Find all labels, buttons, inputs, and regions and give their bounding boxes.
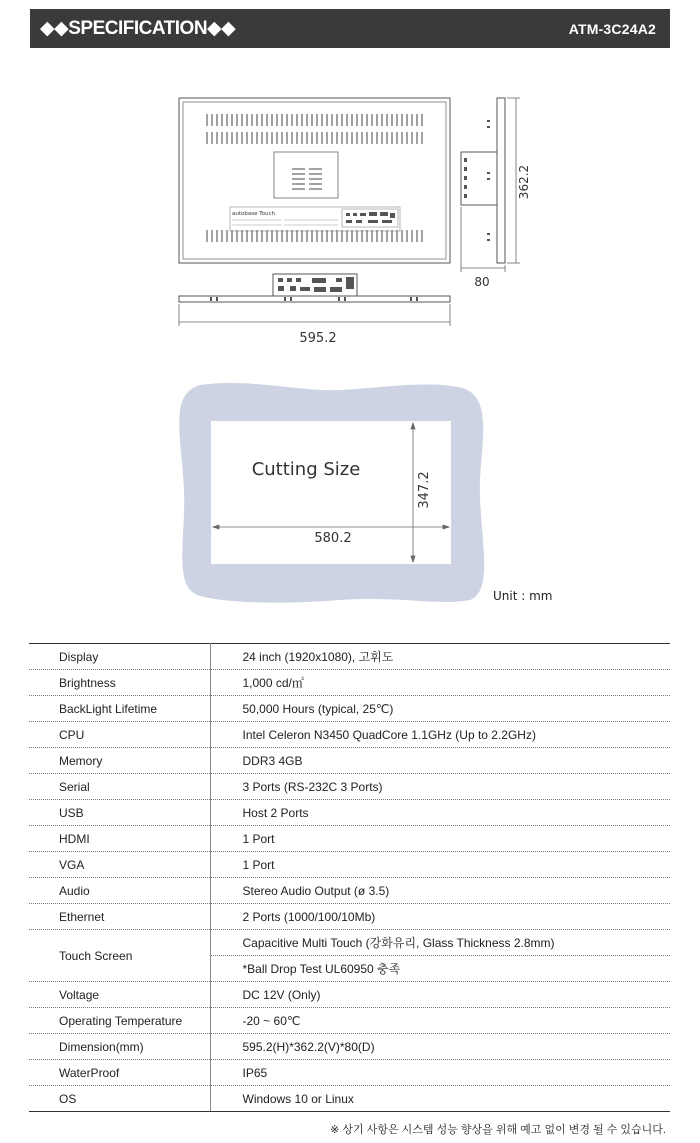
spec-value: DC 12V (Only) <box>210 982 670 1008</box>
bottom-view-slots <box>210 297 418 301</box>
spec-value: IP65 <box>210 1060 670 1086</box>
vent-row-middle <box>207 132 422 144</box>
vent-row-top <box>207 114 422 126</box>
spec-row <box>29 878 670 904</box>
rear-io-panel <box>342 209 398 227</box>
spec-row <box>29 1060 670 1086</box>
spec-row <box>29 852 670 878</box>
spec-value: Windows 10 or Linux <box>210 1086 670 1112</box>
footnote: ※ 상기 사항은 시스템 성능 향상을 위해 예고 없이 변경 될 수 있습니다. <box>330 1124 666 1136</box>
side-view-panel <box>497 98 505 263</box>
spec-label: USB <box>29 800 210 826</box>
depth-dimension-label: 80 <box>474 275 490 289</box>
spec-label: Ethernet <box>29 904 210 930</box>
width-dimension <box>179 304 450 326</box>
spec-value: 1,000 cd/㎡ <box>210 670 670 696</box>
vent-row-bottom <box>207 230 422 242</box>
spec-value: 595.2(H)*362.2(V)*80(D) <box>210 1034 670 1060</box>
spec-label: Serial <box>29 774 210 800</box>
center-plate <box>274 152 338 198</box>
spec-label: Dimension(mm) <box>29 1034 210 1060</box>
spec-value: 3 Ports (RS-232C 3 Ports) <box>210 774 670 800</box>
spec-value: Stereo Audio Output (ø 3.5) <box>210 878 670 904</box>
spec-label: Voltage <box>29 982 210 1008</box>
spec-row <box>29 644 670 670</box>
spec-value: 24 inch (1920x1080), 고휘도 <box>210 644 670 670</box>
brand-label: autobase Touch <box>232 211 276 217</box>
spec-value: 1 Port <box>210 852 670 878</box>
spec-row <box>29 982 670 1008</box>
cutting-width-label: 580.2 <box>314 531 352 546</box>
spec-row <box>29 748 670 774</box>
spec-value: 50,000 Hours (typical, 25℃) <box>210 696 670 722</box>
model-number: ATM-3C24A2 <box>568 20 656 37</box>
spec-value: -20 ~ 60℃ <box>210 1008 670 1034</box>
spec-row <box>29 1086 670 1112</box>
spec-value: Capacitive Multi Touch (강화유리, Glass Thickness 2.8mm) <box>210 930 670 956</box>
spec-label: BackLight Lifetime <box>29 696 210 722</box>
spec-value: Host 2 Ports <box>210 800 670 826</box>
spec-label: Memory <box>29 748 210 774</box>
label-text-lines <box>232 220 338 225</box>
depth-dimension <box>461 207 505 272</box>
bottom-view-panel <box>179 296 450 302</box>
spec-label: WaterProof <box>29 1060 210 1086</box>
spec-label: OS <box>29 1086 210 1112</box>
width-dimension-label: 595.2 <box>299 331 337 346</box>
page-title: ◆◆SPECIFICATION◆◆ <box>40 18 236 39</box>
center-plate-vents <box>292 169 322 189</box>
spec-label: HDMI <box>29 826 210 852</box>
rear-io-ports <box>346 212 395 223</box>
spec-row <box>29 1034 670 1060</box>
rear-view-outer <box>179 98 450 263</box>
bottom-io-ports <box>278 277 354 292</box>
spec-row <box>29 722 670 748</box>
spec-value: Intel Celeron N3450 QuadCore 1.1GHz (Up to 2.2GHz) <box>210 722 670 748</box>
height-dimension-label: 362.2 <box>517 164 531 200</box>
spec-label: Audio <box>29 878 210 904</box>
spec-value: DDR3 4GB <box>210 748 670 774</box>
spec-row <box>29 930 670 956</box>
spec-row <box>29 826 670 852</box>
cutting-height-label: 347.2 <box>417 471 432 509</box>
side-view-slots <box>464 120 490 241</box>
spec-label: CPU <box>29 722 210 748</box>
spec-row <box>29 800 670 826</box>
spec-value: 1 Port <box>210 826 670 852</box>
unit-label: Unit : mm <box>493 589 553 603</box>
spec-row <box>29 696 670 722</box>
spec-row <box>29 774 670 800</box>
spec-label: Operating Temperature <box>29 1008 210 1034</box>
spec-row <box>29 904 670 930</box>
cutting-size-title: Cutting Size <box>251 459 361 480</box>
spec-row <box>29 670 670 696</box>
spec-value: 2 Ports (1000/100/10Mb) <box>210 904 670 930</box>
specification-table <box>29 643 670 1112</box>
spec-label: Touch Screen <box>29 930 210 982</box>
spec-row <box>29 1008 670 1034</box>
spec-value: *Ball Drop Test UL60950 충족 <box>210 956 670 982</box>
spec-label: Display <box>29 644 210 670</box>
spec-label: Brightness <box>29 670 210 696</box>
spec-label: VGA <box>29 852 210 878</box>
bottom-io-block <box>273 274 357 296</box>
